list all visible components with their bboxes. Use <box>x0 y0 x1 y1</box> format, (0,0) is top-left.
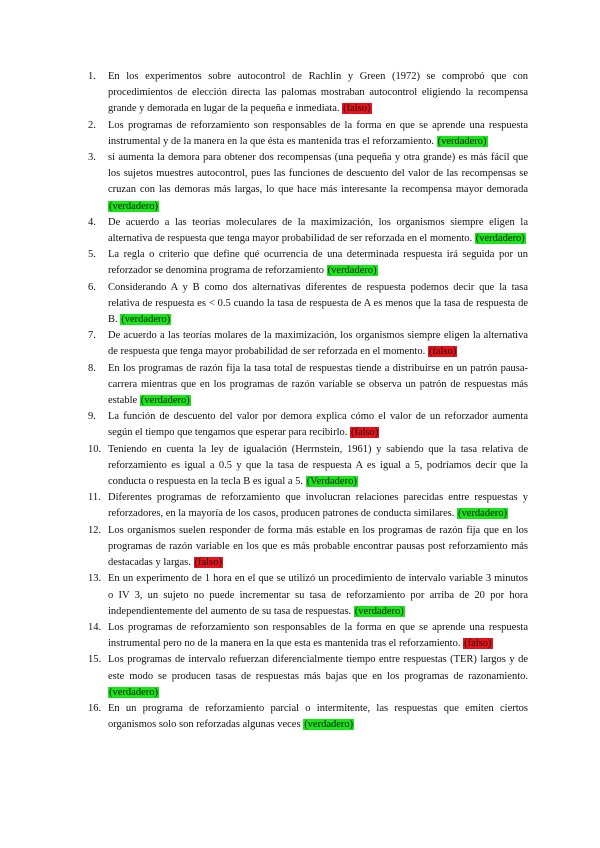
question-list <box>88 69 528 733</box>
question-item <box>88 361 528 410</box>
question-text: En un experimento de 1 hora en el que se utilizó un procedimiento de intervalo variable 3 minutos o IV 3, un sujeto no puede incrementar su tasa de reforzamiento por arriba de 20 por hora independientemente del aumento de su tasa de respuestas. <box>108 573 528 617</box>
verdadero-answer-badge: (verdadero) <box>437 135 487 147</box>
question-text: Los organismos suelen responder de forma más estable en los programas de razón fija que en los programas de razón variable en los que es más probable encontrar pausas post reforzamiento más destacadas y largas. <box>108 524 528 569</box>
falso-answer-badge: (falso) <box>194 557 222 569</box>
question-item <box>88 571 528 620</box>
question-number: 2. <box>88 119 96 131</box>
question-number: 10. <box>88 443 102 455</box>
verdadero-answer-badge: (verdadero) <box>121 314 171 326</box>
falso-answer-badge: (falso) <box>428 346 457 358</box>
question-item <box>88 69 528 118</box>
question-text: En los experimentos sobre autocontrol de Rachlin y Green (1972) se comprobó que con procedimientos de elección directa las palomas mostraban autocontrol eligiendo la recompensa grande y demorada en lugar de la pequeña e inmediata. <box>108 71 528 115</box>
question-item <box>88 490 528 522</box>
question-number: 14. <box>88 621 102 633</box>
question-item <box>88 442 528 491</box>
question-number: 8. <box>88 362 96 374</box>
question-item <box>88 247 528 279</box>
question-number: 13. <box>88 573 102 585</box>
question-item <box>88 280 528 329</box>
question-text: Los programas de reforzamiento son responsables de la forma en que se aprende una respuesta instrumental y de la manera en la que ésta es mantenida tras el reforzamiento. <box>108 119 528 147</box>
question-item <box>88 150 528 215</box>
question-number: 5. <box>88 249 96 261</box>
question-text: En un programa de reforzamiento parcial o intermitente, las respuestas que emiten ciertos organismos solo son reforzadas algunas veces <box>108 702 528 731</box>
question-number: 7. <box>88 330 96 342</box>
question-text: La función de descuento del valor por demora explica cómo el valor de un reforzador aumenta según el tiempo que tengamos que esperar para recibirlo. <box>108 411 528 439</box>
verdadero-answer-badge: (verdadero) <box>354 605 404 617</box>
question-number: 15. <box>88 654 102 666</box>
question-item <box>88 701 528 733</box>
question-text: Teniendo en cuenta la ley de igualación (Herrnstein, 1961) y sabiendo que la tasa relativa de reforzamiento es igual a 0.5 y que la tasa de respuesta A es igual a 5, podríamos decir que la conducta o respuesta en la tecla B es igual a 5. <box>108 443 528 488</box>
verdadero-answer-badge: (verdadero) <box>475 233 525 245</box>
question-item <box>88 118 528 150</box>
question-item <box>88 409 528 441</box>
verdadero-answer-badge: (verdadero) <box>140 395 190 407</box>
question-text: si aumenta la demora para obtener dos recompensas (una pequeña y otra grande) es más fácil que los sujetos muestres autocontrol, pues las funciones de descuento del valor de las recompensas se cruzan con las demoras más largas, lo que hace más interesante la recompensa mayor demorada <box>108 152 528 196</box>
verdadero-answer-badge: (verdadero) <box>458 508 507 520</box>
verdadero-answer-badge: (verdadero) <box>304 719 354 731</box>
question-number: 12. <box>88 524 102 536</box>
question-number: 1. <box>88 71 96 82</box>
question-text: Los programas de intervalo refuerzan diferencialmente tiempo entre respuestas (TER) largos y de este modo se producen tasas de respuestas más bajas que en los programas de razonamiento. <box>108 654 528 682</box>
question-item <box>88 523 528 572</box>
question-number: 4. <box>88 216 96 228</box>
question-text: Considerando A y B como dos alternativas diferentes de respuesta podemos decir que la tasa relativa de respuesta es < 0.5 cuando la tasa de respuesta de A es menos que la tasa de respuesta de B. <box>108 281 528 326</box>
question-number: 9. <box>88 411 96 423</box>
question-item <box>88 328 528 360</box>
question-text: Diferentes programas de reforzamiento que involucran relaciones parecidas entre respuestas y reforzadores, en la mayoría de los casos, producen patrones de conducta similares. <box>108 492 528 520</box>
question-number: 6. <box>88 281 96 293</box>
question-text: En los programas de razón fija la tasa total de respuestas tiende a distribuirse en un patrón pausa-carrera mientras que en los programas de razón variable se observa un patrón de respuestas más estable <box>108 362 528 407</box>
question-text: De acuerdo a las teorías moleculares de la maximización, los organismos siempre eligen la alternativa de respuesta que tenga mayor probabilidad de ser reforzada en el momento. <box>108 216 528 245</box>
verdadero-answer-badge: (verdadero) <box>109 686 158 698</box>
falso-answer-badge: (falso) <box>351 427 379 439</box>
question-number: 16. <box>88 702 102 714</box>
question-number: 11. <box>88 492 101 504</box>
question-text: Los programas de reforzamiento son responsables de la forma en que se aprende una respuesta instrumental pero no de la manera en la que esta es mantenida tras el reforzamiento. <box>108 621 528 650</box>
verdadero-answer-badge: (verdadero) <box>327 265 377 277</box>
verdadero-answer-badge: (verdadero) <box>109 200 158 212</box>
falso-answer-badge: (falso) <box>464 638 492 650</box>
question-number: 3. <box>88 152 96 164</box>
question-item <box>88 652 528 701</box>
verdadero-answer-badge: (Verdadero) <box>306 476 357 488</box>
question-text: De acuerdo a las teorías molares de la maximización, los organismos siempre eligen la alternativa de respuesta que tenga mayor probabilidad de ser reforzada en el momento. <box>108 330 528 358</box>
falso-answer-badge: (falso) <box>343 103 371 115</box>
question-item <box>88 215 528 247</box>
question-item <box>88 620 528 652</box>
question-text: La regla o criterio que define qué ocurrencia de una determinada respuesta irá seguida por un reforzador se denomina programa de reforzamiento <box>108 249 528 277</box>
